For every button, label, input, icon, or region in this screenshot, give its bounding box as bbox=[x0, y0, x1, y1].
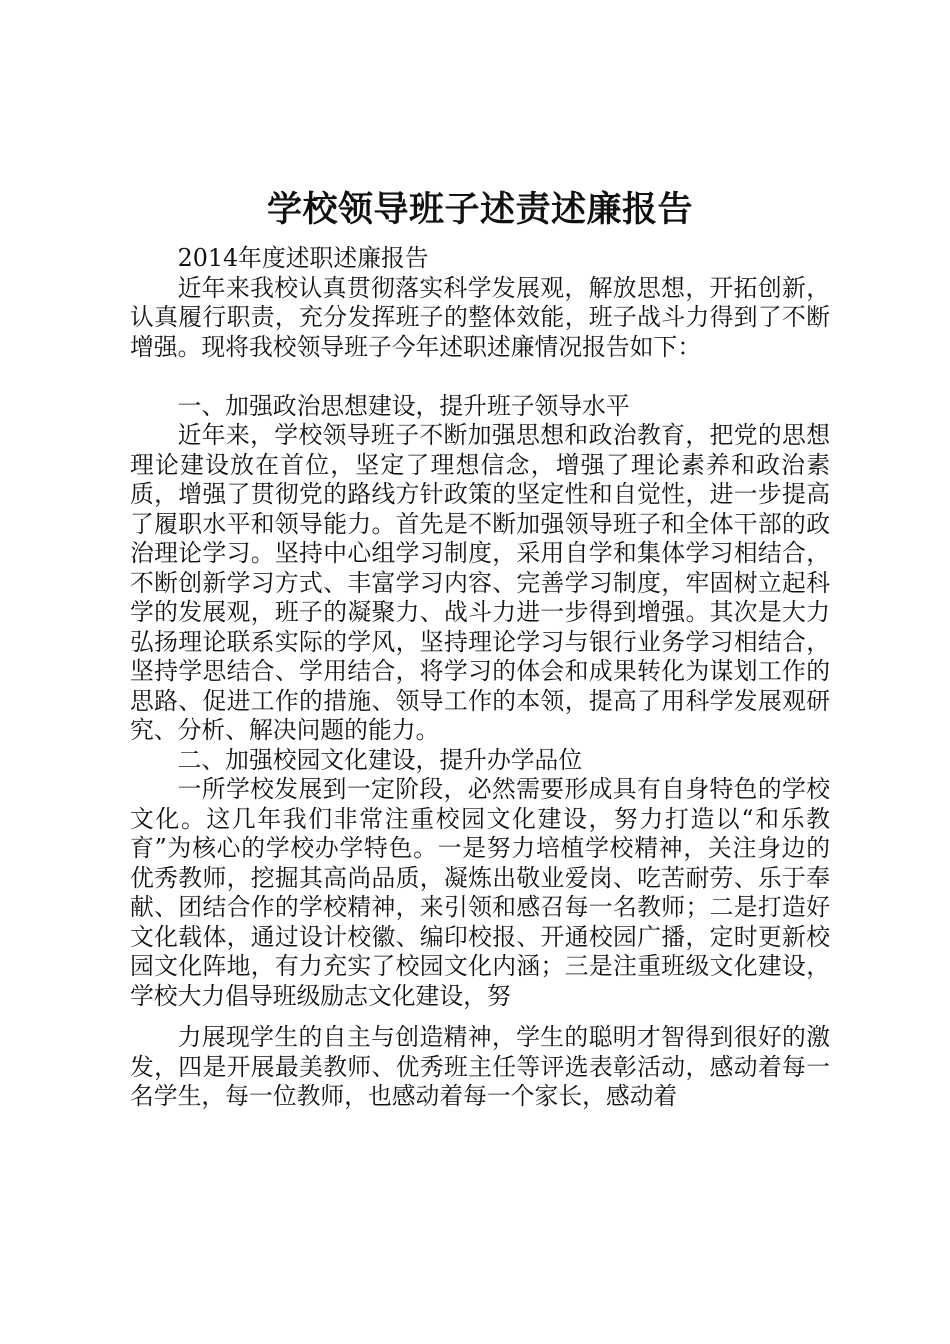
intro-paragraph: 近年来我校认真贯彻落实科学发展观，解放思想，开拓创新，认真履行职责，充分发挥班子的整体效能，班子战斗力得到了不断增强。现将我校领导班子今年述职述廉情况报告如下： bbox=[130, 273, 830, 361]
section-1-paragraph: 近年来，学校领导班子不断加强思想和政治教育，把党的思想理论建设放在首位，坚定了理想信念，增强了理论素养和政治素质，增强了贯彻党的路线方针政策的坚定性和自觉性，进一步提高了履职水平和领导能力。首先是不断加强领导班子和全体干部的政治理论学习。坚持中心组学习制度，采用自学和集体学习相结合，不断创新学习方式、丰富学习内容、完善学习制度，牢固树立起科学的发展观，班子的凝聚力、战斗力进一步得到增强。其次是大力弘扬理论联系实际的学风，坚持理论学习与银行业务学习相结合，坚持学思结合、学用结合，将学习的体会和成果转化为谋划工作的思路、促进工作的措施、领导工作的本领，提高了用科学发展观研究、分析、解决问题的能力。 bbox=[130, 421, 830, 744]
section-heading-1: 一、加强政治思想建设，提升班子领导水平 bbox=[177, 391, 630, 420]
section-2-paragraph: 一所学校发展到一定阶段，必然需要形成具有自身特色的学校文化。这几年我们非常注重校园文化建设，努力打造以“和乐教育”为核心的学校办学特色。一是努力培植学校精神，关注身边的优秀教师，挖掘其高尚品质，凝炼出敬业爱岗、吃苦耐劳、乐于奉献、团结合作的学校精神，来引领和感召每一名教师；二是打造好文化载体，通过设计校徽、编印校报、开通校园广播，定时更新校园文化阵地，有力充实了校园文化内涵；三是注重班级文化建设，学校大力倡导班级励志文化建设，努 bbox=[130, 775, 830, 1010]
section-heading-2: 二、加强校园文化建设，提升办学品位 bbox=[177, 745, 583, 774]
document-page bbox=[130, 180, 830, 1112]
document-subtitle: 2014年度述职述廉报告 bbox=[177, 244, 429, 272]
document-title: 学校领导班子述责述廉报告 bbox=[266, 189, 693, 230]
section-2-continued-paragraph: 力展现学生的自主与创造精神，学生的聪明才智得到很好的激发，四是开展最美教师、优秀班主任等评选表彰活动，感动着每一名学生，每一位教师，也感动着每一个家长，感动着 bbox=[130, 1023, 830, 1110]
